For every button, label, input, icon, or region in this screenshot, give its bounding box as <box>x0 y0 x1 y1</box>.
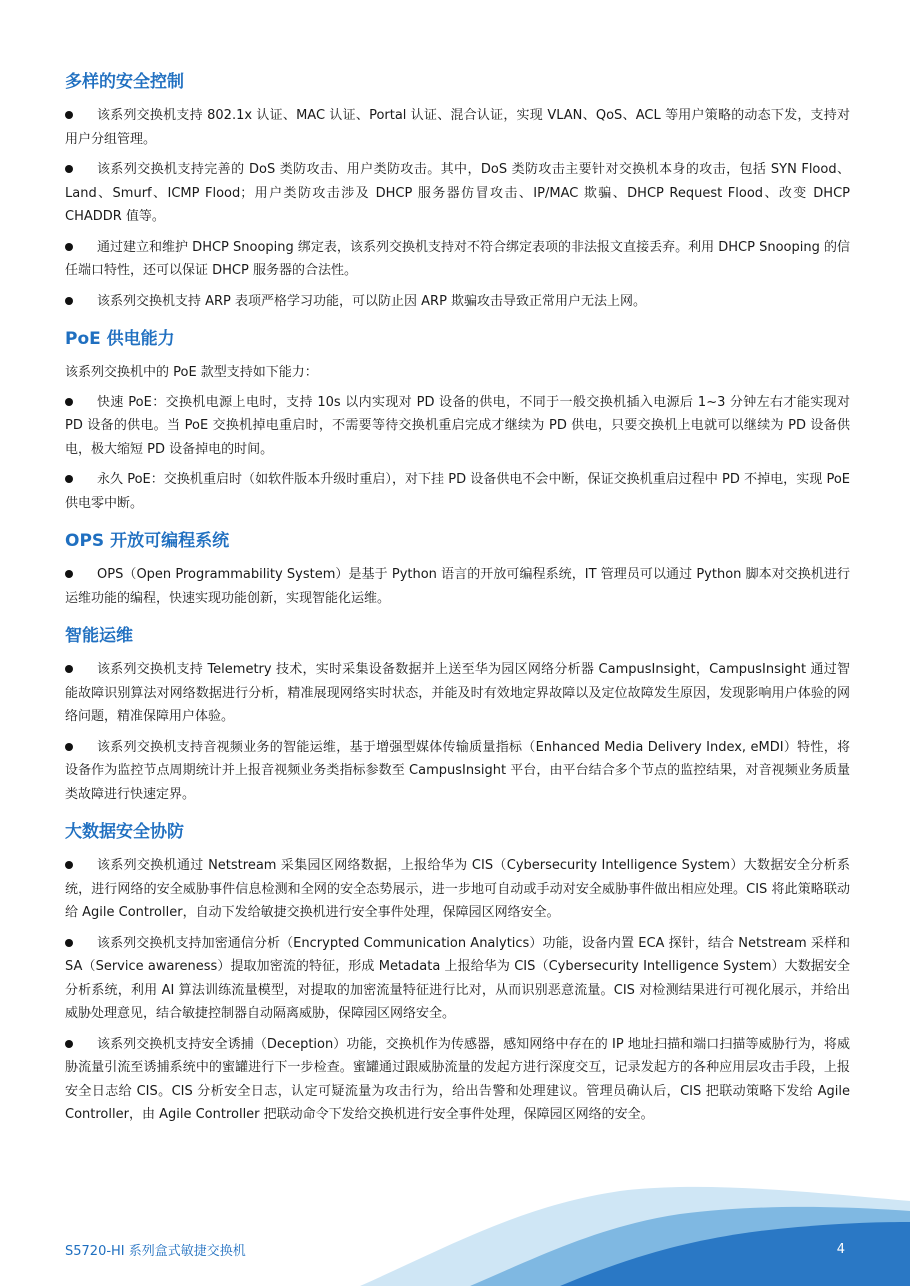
list-item <box>65 236 850 283</box>
bullet-icon <box>65 243 73 251</box>
list-item-text: 该系列交换机支持安全诱捕（Deception）功能，交换机作为传感器，感知网络中存在的 IP 地址扫描和端口扫描等威胁行为，将威胁流量引流至诱捕系统中的蜜罐进行下一步检查。蜜罐通过跟威胁流量的发起方进行深度交互，记录发起方的各种应用层攻击手段，上报安全日志给 CIS。CIS 分析安全日志，认定可疑流量为攻击行为，给出告警和处理建议。管理员确认后，CIS 把联动策略下发给 Agile Controller，由 Agile Controller 把联动命令下发给交换机进行安全事件处理，保障园区网络的安全。 <box>65 1036 850 1122</box>
list-item <box>65 932 850 1026</box>
list-item-text: 快速 PoE：交换机电源上电时，支持 10s 以内实现对 PD 设备的供电，不同于一般交换机插入电源后 1~3 分钟左右才能实现对 PD 设备的供电。当 PoE 交换机掉电重启时，不需要等待交换机重启完成才继续为 PD 供电，只要交换机上电就可以继续为 PD 设备供电，极大缩短 PD 设备掉电的时间。 <box>65 394 850 457</box>
bullet-icon <box>65 939 73 947</box>
bullet-icon <box>65 665 73 673</box>
list-item-text: 该系列交换机支持加密通信分析（Encrypted Communication Analytics）功能，设备内置 ECA 探针，结合 Netstream 采样和 SA（Service awareness）提取加密流的特征，形成 Metadata 上报给华为 CIS（Cybersecurity Intelligence System）大数据安全分析系统，利用 AI 算法训练流量模型，对提取的加密流量特征进行比对，从而识别恶意流量。CIS 对检测结果进行可视化展示，并给出威胁处理意见，结合敏捷控制器自动隔离威胁，保障园区网络安全。 <box>65 935 850 1021</box>
list-item <box>65 391 850 462</box>
section-big-data-security <box>65 820 850 1127</box>
section-heading: 多样的安全控制 <box>65 72 184 92</box>
bullet-icon <box>65 398 73 406</box>
bullet-icon <box>65 570 73 578</box>
list-item <box>65 658 850 729</box>
bullet-icon <box>65 111 73 119</box>
list-item <box>65 290 850 314</box>
list-item-text: 通过建立和维护 DHCP Snooping 绑定表，该系列交换机支持对不符合绑定表项的非法报文直接丢弃。利用 DHCP Snooping 的信任端口特性，还可以保证 DHCP 服务器的合法性。 <box>65 239 850 278</box>
section-heading: PoE 供电能力 <box>65 329 175 349</box>
section-intelligent-om <box>65 624 850 806</box>
bullet-icon <box>65 861 73 869</box>
list-item <box>65 1033 850 1127</box>
section-ops <box>65 529 850 610</box>
bullet-icon <box>65 165 73 173</box>
list-item-text: 该系列交换机支持完善的 DoS 类防攻击、用户类防攻击。其中，DoS 类防攻击主要针对交换机本身的攻击，包括 SYN Flood、Land、Smurf、ICMP Flood；用户类防攻击涉及 DHCP 服务器仿冒攻击、IP/MAC 欺骗、DHCP Request Flood、改变 DHCP CHADDR 值等。 <box>65 162 850 224</box>
list-item <box>65 158 850 229</box>
list-item <box>65 468 850 515</box>
list-item-text: OPS（Open Programmability System）是基于 Python 语言的开放可编程系统，IT 管理员可以通过 Python 脚本对交换机进行运维功能的编程，快速实现功能创新，实现智能化运维。 <box>65 567 850 606</box>
bullet-list <box>65 658 850 806</box>
section-intro: 该系列交换机中的 PoE 款型支持如下能力： <box>65 365 318 380</box>
section-poe <box>65 327 850 515</box>
section-heading: OPS 开放可编程系统 <box>65 531 230 551</box>
bullet-list <box>65 391 850 516</box>
section-heading: 智能运维 <box>65 626 133 646</box>
bullet-list <box>65 854 850 1127</box>
list-item-text: 该系列交换机支持音视频业务的智能运维，基于增强型媒体传输质量指标（Enhanced Media Delivery Index, eMDI）特性，将设备作为监控节点周期统计并上报音视频业务类指标参数至 CampusInsight 平台，由平台结合多个节点的监控结果，对音视频业务质量类故障进行快速定界。 <box>65 739 850 802</box>
section-security-control <box>65 70 850 313</box>
bullet-icon <box>65 475 73 483</box>
footer-wave-decoration <box>0 1186 910 1286</box>
section-heading: 大数据安全协防 <box>65 822 184 842</box>
bullet-icon <box>65 297 73 305</box>
bullet-icon <box>65 743 73 751</box>
list-item-text: 该系列交换机支持 ARP 表项严格学习功能，可以防止因 ARP 欺骗攻击导致正常用户无法上网。 <box>97 293 647 309</box>
list-item-text: 该系列交换机通过 Netstream 采集园区网络数据，上报给华为 CIS（Cybersecurity Intelligence System）大数据安全分析系统，进行网络的安全威胁事件信息检测和全网的安全态势展示，进一步地可自动或手动对安全威胁事件做出相应处理。CIS 将此策略联动给 Agile Controller，自动下发给敏捷交换机进行安全事件处理，保障园区网络安全。 <box>65 858 850 920</box>
list-item <box>65 736 850 807</box>
bullet-list <box>65 104 850 313</box>
list-item-text: 该系列交换机支持 Telemetry 技术，实时采集设备数据并上送至华为园区网络分析器 CampusInsight，CampusInsight 通过智能故障识别算法对网络数据进行分析，精准展现网络实时状态，并能及时有效地定界故障以及定位故障发生原因，发现影响用户体验的网络问题，精准保障用户体验。 <box>65 662 850 724</box>
page-number: 4 <box>836 1242 845 1257</box>
list-item-text: 该系列交换机支持 802.1x 认证、MAC 认证、Portal 认证、混合认证，实现 VLAN、QoS、ACL 等用户策略的动态下发，支持对用户分组管理。 <box>65 108 850 147</box>
list-item <box>65 854 850 925</box>
footer-title: S5720-HI 系列盒式敏捷交换机 <box>65 1244 246 1259</box>
document-body <box>65 70 850 1141</box>
bullet-list <box>65 563 850 610</box>
list-item <box>65 563 850 610</box>
bullet-icon <box>65 1040 73 1048</box>
list-item <box>65 104 850 151</box>
list-item-text: 永久 PoE：交换机重启时（如软件版本升级时重启），对下挂 PD 设备供电不会中断，保证交换机重启过程中 PD 不掉电，实现 PoE 供电零中断。 <box>65 472 850 511</box>
